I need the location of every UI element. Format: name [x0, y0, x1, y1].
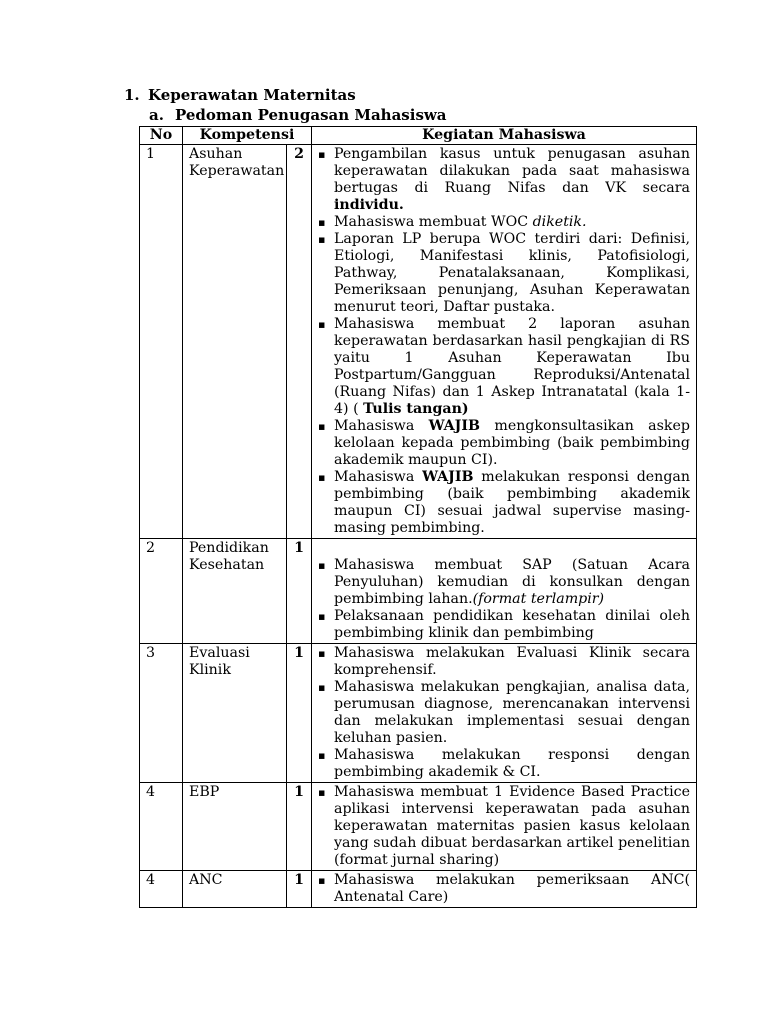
row-kegiatan [312, 644, 697, 783]
row-number: 4 [140, 783, 183, 871]
section-title: Keperawatan Maternitas [148, 86, 356, 104]
item-bold-text: individu. [334, 197, 404, 213]
row-bobot: 1 [287, 644, 312, 783]
list-item [318, 146, 690, 214]
subsection-letter: a. [149, 106, 164, 124]
table-body [140, 145, 697, 908]
item-text: Mahasiswa melakukan Evaluasi Klinik secara komprehensif. [334, 645, 690, 678]
row-bobot: 1 [287, 783, 312, 871]
table-row [140, 539, 697, 644]
row-kompetensi: EBP [183, 783, 287, 871]
item-text: Laporan LP berupa WOC terdiri dari: Definisi, Etiologi, Manifestasi klinis, Patofisiologi, Pathway, Penatalaksanaan, Komplikasi, Pemeriksaan penunjang, Asuhan Keperawatan menurut teori, Daftar pustaka. [334, 231, 690, 315]
item-text: Mahasiswa melakukan pengkajian, analisa data, perumusan diagnose, merencanakan intervensi dan melakukan implementasi sesuai dengan keluhan pasien. [334, 679, 690, 746]
list-item [318, 645, 690, 679]
square-bullet-icon: ▪ [318, 681, 326, 694]
item-text: Mahasiswa melakukan responsi dengan pembimbing akademik & CI. [334, 747, 690, 780]
table-row [140, 871, 697, 908]
row-number: 1 [140, 145, 183, 539]
item-italic-text: diketik. [532, 214, 587, 230]
table-row [140, 783, 697, 871]
square-bullet-icon: ▪ [318, 647, 326, 660]
table-row [140, 644, 697, 783]
activity-list [318, 557, 690, 642]
row-kegiatan [312, 871, 697, 908]
header-no: No [140, 127, 183, 145]
row-kompetensi: Pendidikan Kesehatan [183, 539, 287, 644]
list-item [318, 418, 690, 469]
item-bold-text: WAJIB [428, 418, 481, 434]
item-text: Mahasiswa membuat 2 laporan asuhan keperawatan berdasarkan hasil pengkajian di RS yaitu 1 Asuhan Keperawatan Ibu Postpartum/Gangguan Reproduksi/Antenatal (Ruang Nifas) dan 1 Askep Intranatatal (kala 1-4) ( [334, 316, 690, 417]
item-italic-text: (format terlampir) [472, 591, 605, 607]
list-item [318, 784, 690, 869]
header-kegiatan: Kegiatan Mahasiswa [312, 127, 697, 145]
list-item [318, 214, 690, 231]
square-bullet-icon: ▪ [318, 874, 326, 887]
row-bobot: 2 [287, 145, 312, 539]
item-text: Mahasiswa [334, 418, 429, 434]
square-bullet-icon: ▪ [318, 749, 326, 762]
item-bold-text: WAJIB [422, 469, 474, 485]
item-bold-text: Tulis tangan) [363, 401, 469, 417]
square-bullet-icon: ▪ [318, 559, 326, 572]
list-item [318, 557, 690, 608]
item-text: Mahasiswa [334, 469, 423, 485]
header-kompetensi: Kompetensi [183, 127, 312, 145]
square-bullet-icon: ▪ [318, 420, 326, 433]
activity-list [318, 146, 690, 537]
subsection-heading [149, 107, 447, 124]
item-text: Mahasiswa melakukan pemeriksaan ANC( Antenatal Care) [334, 872, 690, 905]
square-bullet-icon: ▪ [318, 216, 326, 229]
row-bobot: 1 [287, 871, 312, 908]
item-text: Mahasiswa membuat WOC [334, 214, 533, 230]
item-text-tail: melakukan responsi dengan pembimbing (baik pembimbing akademik maupun CI) sesuai jadwal supervise masing-masing pembimbing. [334, 469, 690, 536]
section-heading [124, 87, 356, 104]
row-kegiatan [312, 783, 697, 871]
item-text: Pelaksanaan pendidikan kesehatan dinilai oleh pembimbing klinik dan pembimbing [334, 608, 690, 641]
row-kegiatan [312, 145, 697, 539]
square-bullet-icon: ▪ [318, 471, 326, 484]
list-item [318, 679, 690, 747]
activity-list [318, 872, 690, 906]
activity-list [318, 645, 690, 781]
square-bullet-icon: ▪ [318, 786, 326, 799]
list-item [318, 608, 690, 642]
list-item [318, 316, 690, 418]
row-kegiatan [312, 539, 697, 644]
square-bullet-icon: ▪ [318, 318, 326, 331]
row-kompetensi: Evaluasi Klinik [183, 644, 287, 783]
item-text-tail: mengkonsultasikan askep kelolaan kepada pembimbing (baik pembimbing akademik maupun CI). [334, 418, 690, 468]
row-kompetensi: Asuhan Keperawatan [183, 145, 287, 539]
row-number: 3 [140, 644, 183, 783]
item-text: Mahasiswa membuat 1 Evidence Based Practice aplikasi intervensi keperawatan pada asuhan keperawatan maternitas pasien kasus kelolaan yang sudah dibuat berdasarkan artikel penelitian (format jurnal sharing) [334, 784, 690, 868]
row-number: 4 [140, 871, 183, 908]
list-item [318, 747, 690, 781]
square-bullet-icon: ▪ [318, 148, 326, 161]
list-item [318, 231, 690, 316]
activity-list [318, 784, 690, 869]
section-number: 1. [124, 86, 140, 104]
item-text: Pengambilan kasus untuk penugasan asuhan keperawatan dilakukan pada saat mahasiswa bertugas di Ruang Nifas dan VK secara [334, 146, 690, 196]
item-text: Mahasiswa membuat SAP (Satuan Acara Penyuluhan) kemudian di konsulkan dengan pembimbing lahan. [334, 557, 690, 607]
list-item [318, 872, 690, 906]
row-number: 2 [140, 539, 183, 644]
table-header-row [140, 127, 697, 145]
table-row [140, 145, 697, 539]
subsection-title: Pedoman Penugasan Mahasiswa [175, 106, 447, 124]
list-item [318, 469, 690, 537]
row-kompetensi: ANC [183, 871, 287, 908]
square-bullet-icon: ▪ [318, 610, 326, 623]
square-bullet-icon: ▪ [318, 233, 326, 246]
row-bobot: 1 [287, 539, 312, 644]
assignment-table [139, 126, 697, 908]
